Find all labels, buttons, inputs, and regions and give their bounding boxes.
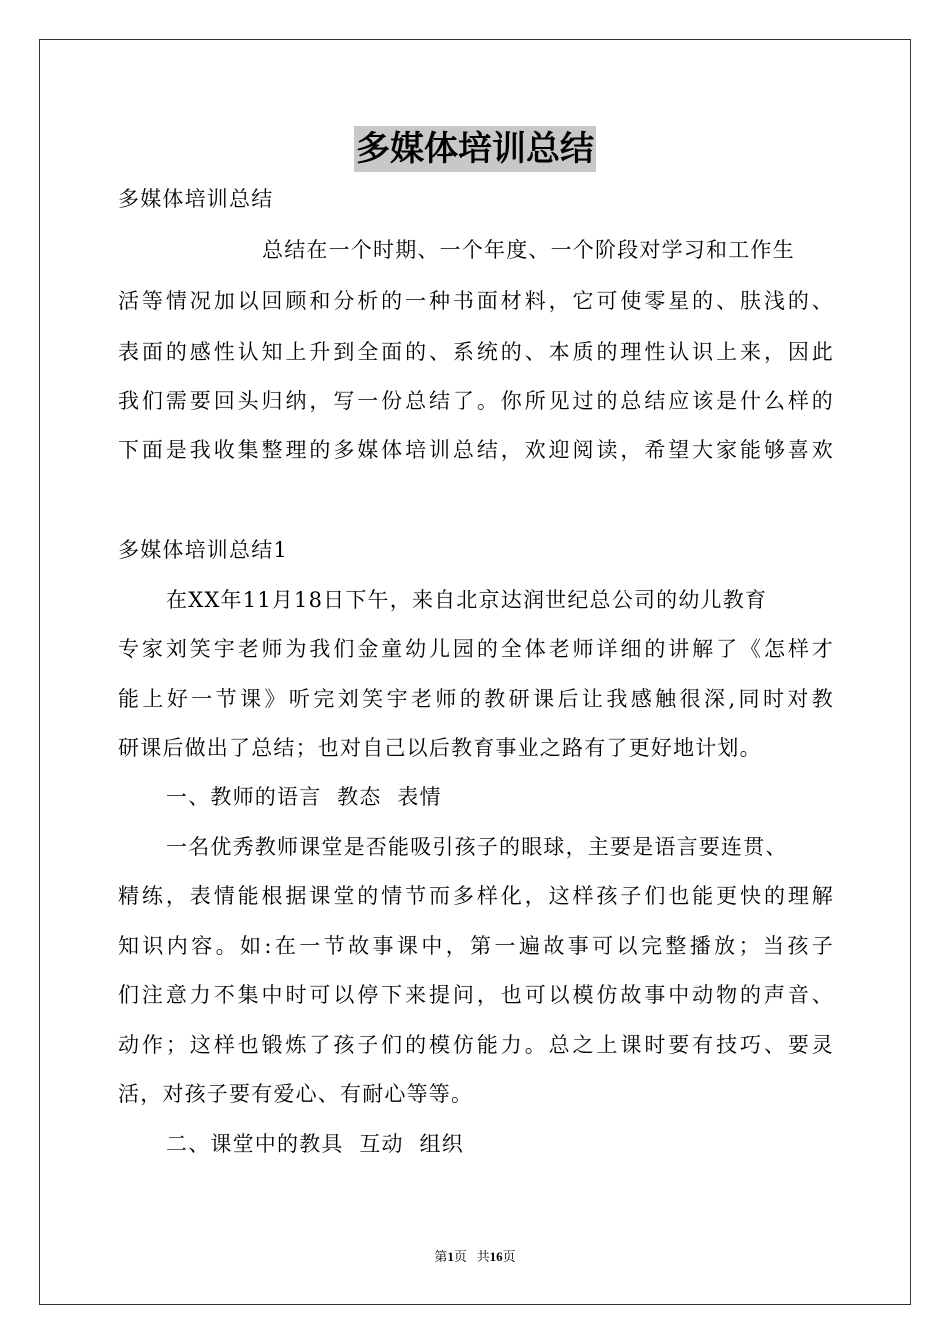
intro-line: 总结在一个时期、一个年度、一个阶段对学习和工作生 [262,238,795,262]
intro-line: 表面的感性认知上升到全面的、系统的、本质的理性认识上来，因此 [118,340,834,364]
page-prefix: 第 [434,1249,448,1264]
section-heading: 多媒体培训总结1 [118,538,288,562]
paragraph-line: 研课后做出了总结；也对自己以后教育事业之路有了更好地计划。 [118,736,762,760]
page-total: 16 [489,1249,503,1264]
paragraph-line: 在XX年11月18日下午，来自北京达润世纪总公司的幼儿教育 [166,588,768,612]
paragraph-line: 一名优秀教师课堂是否能吸引孩子的眼球，主要是语言要连贯、 [166,835,788,859]
point-heading: 一、教师的语言 教态 表情 [166,785,442,809]
page-footer [0,1246,950,1265]
document-title: 多媒体培训总结 [354,126,596,172]
title-container [0,126,950,172]
intro-line: 我们需要回头归纳，写一份总结了。你所见过的总结应该是什么样的 [118,389,834,413]
point-heading: 二、课堂中的教具 互动 组织 [166,1132,464,1156]
paragraph-line: 活，对孩子要有爱心、有耐心等等。 [118,1082,474,1106]
paragraph-line: 知识内容。如:在一节故事课中，第一遍故事可以完整播放；当孩子 [118,934,834,958]
paragraph-line: 能上好一节课》听完刘笑宇老师的教研课后让我感触很深,同时对教 [118,687,834,711]
page-border [39,39,911,1305]
page-mid: 页 共 [453,1249,490,1264]
intro-line: 下面是我收集整理的多媒体培训总结，欢迎阅读，希望大家能够喜欢 [118,438,834,462]
paragraph-line: 动作；这样也锻炼了孩子们的模仿能力。总之上课时要有技巧、要灵 [118,1033,834,1057]
paragraph-line: 们注意力不集中时可以停下来提问，也可以模仿故事中动物的声音、 [118,983,834,1007]
paragraph-line: 专家刘笑宇老师为我们金童幼儿园的全体老师详细的讲解了《怎样才 [118,637,834,661]
page-suffix: 页 [502,1249,516,1264]
document-subtitle: 多媒体培训总结 [118,187,274,211]
paragraph-line: 精练，表情能根据课堂的情节而多样化，这样孩子们也能更快的理解 [118,884,834,908]
intro-line: 活等情况加以回顾和分析的一种书面材料，它可使零星的、肤浅的、 [118,289,834,313]
page-current: 1 [447,1249,454,1264]
